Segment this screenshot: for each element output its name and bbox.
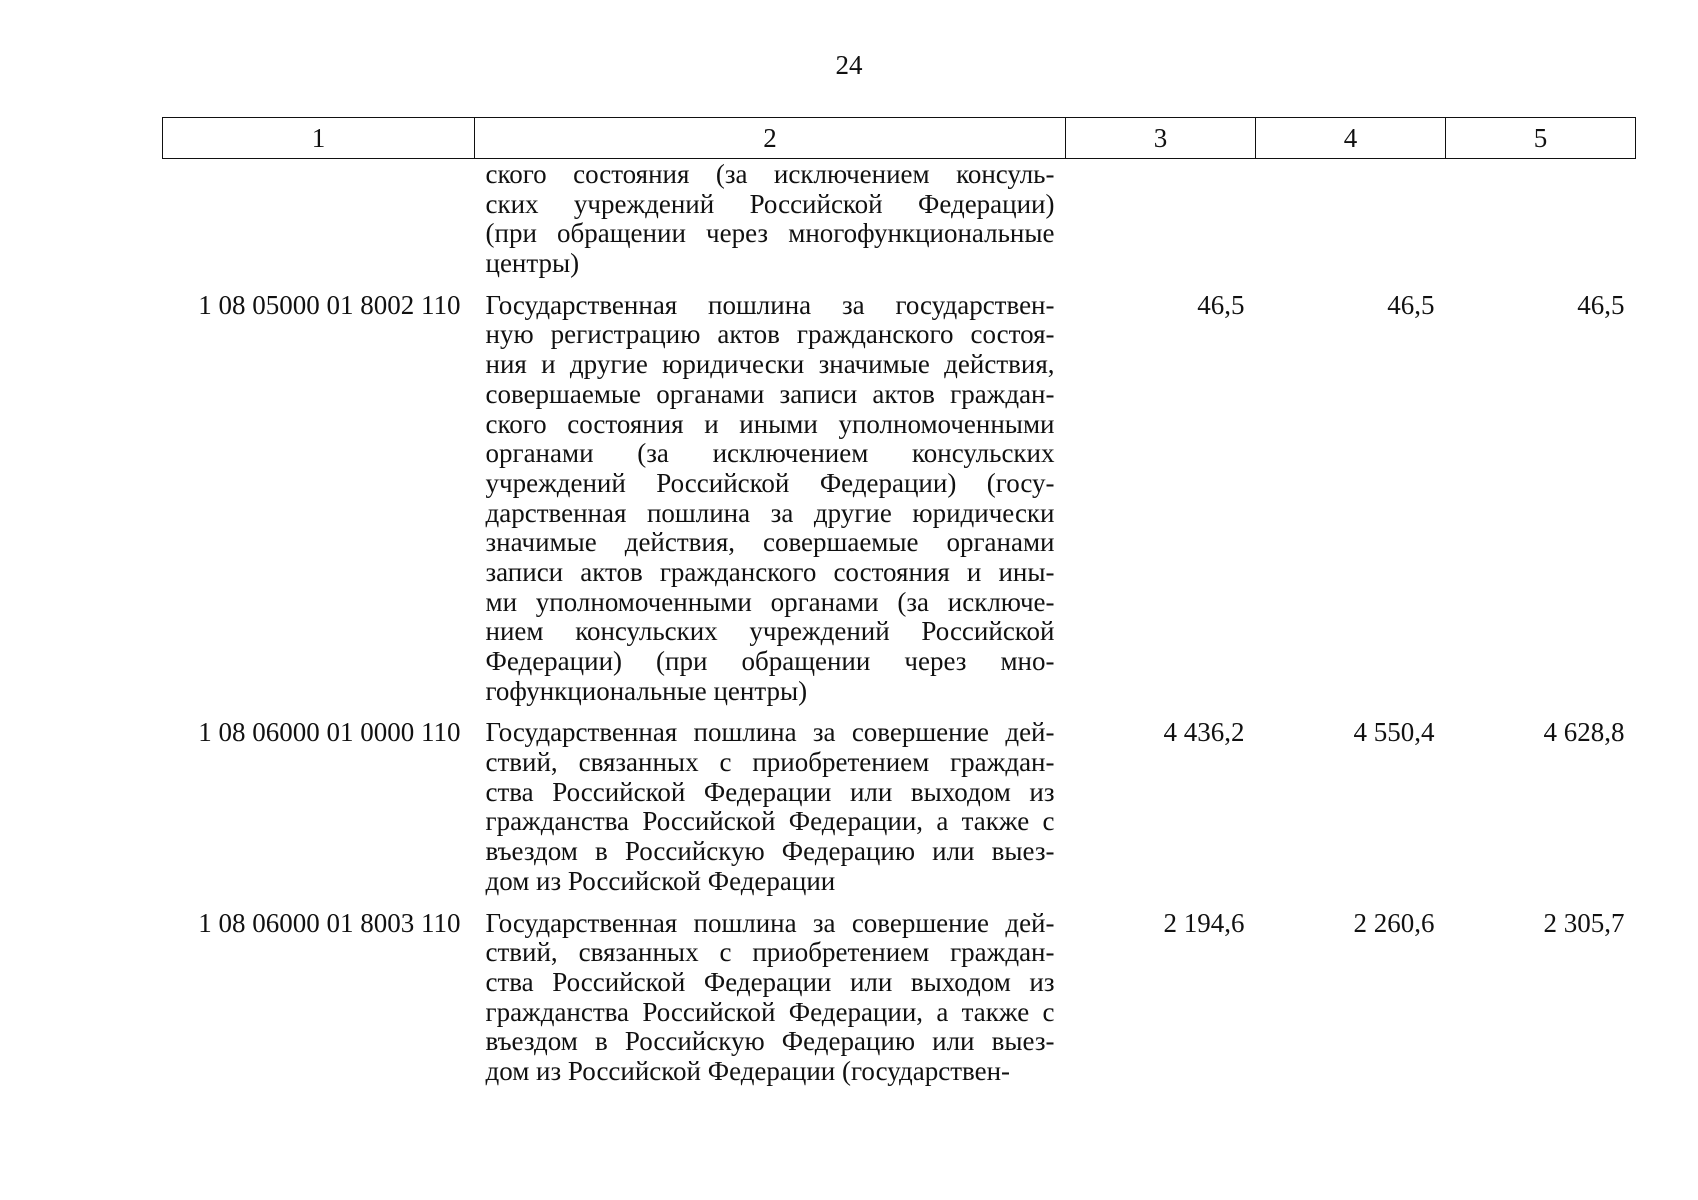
description-line: дарственная пошлина за другие юридически — [485, 497, 1055, 528]
description-line: ского состояния (за исключением консуль- — [485, 159, 1055, 189]
description-line: ства Российской Федерации или выходом из — [485, 776, 1055, 807]
description-line: ского состояния и иными уполномоченными — [485, 408, 1055, 439]
table-row — [163, 159, 1636, 279]
description-line: ствий, связанных с приобретением граждан- — [485, 747, 1055, 778]
description-line: записи актов гражданского состояния и ины- — [485, 556, 1055, 587]
description-line: (при обращении через многофункциональные — [485, 218, 1055, 249]
description-line: въездом в Российскую Федерацию или выез- — [485, 836, 1055, 867]
description-line: Государственная пошлина за государствен- — [485, 289, 1055, 320]
table-row — [163, 897, 1636, 1087]
table-header-row — [163, 118, 1636, 159]
description-line: гофункциональные центры) — [485, 675, 808, 706]
amount-cell-col4: 46,5 — [1387, 289, 1435, 320]
description-line: Государственная пошлина за совершение дей- — [485, 907, 1055, 938]
header-col-4: 4 — [1256, 118, 1446, 159]
description-line: ствий, связанных с приобретением граждан- — [485, 937, 1055, 968]
amount-cell-col3: 2 194,6 — [1163, 907, 1245, 938]
amount-cell-col5 — [1446, 159, 1636, 279]
description-line: ми уполномоченными органами (за исключе- — [485, 586, 1055, 617]
description-line: гражданства Российской Федерации, а также с — [485, 996, 1055, 1027]
header-col-3: 3 — [1066, 118, 1256, 159]
description-line: гражданства Российской Федерации, а также с — [485, 806, 1055, 837]
page-number: 24 — [835, 50, 863, 80]
amount-cell-col5: 4 628,8 — [1543, 717, 1625, 748]
header-col-1: 1 — [163, 118, 475, 159]
description-cell — [475, 706, 1066, 896]
table-row — [163, 706, 1636, 896]
amount-cell-col4: 4 550,4 — [1353, 717, 1435, 748]
amount-cell-col4: 2 260,6 — [1353, 907, 1435, 938]
header-col-2: 2 — [475, 118, 1066, 159]
amount-cell-col5: 46,5 — [1577, 289, 1625, 320]
amount-cell-col3: 46,5 — [1197, 289, 1245, 320]
description-line: дом из Российской Федерации — [485, 865, 836, 896]
budget-code-cell — [163, 159, 475, 279]
description-line: ских учреждений Российской Федерации) — [485, 188, 1055, 219]
description-line: совершаемые органами записи актов граждан- — [485, 378, 1055, 409]
description-line: учреждений Российской Федерации) (госу- — [485, 467, 1055, 498]
description-line: Федерации) (при обращении через мно- — [485, 646, 1055, 676]
budget-code-cell: 1 08 06000 01 8003 110 — [198, 907, 461, 938]
description-line: ную регистрацию актов гражданского состоя- — [485, 319, 1055, 350]
description-line: дом из Российской Федерации (государствен- — [485, 1055, 1011, 1086]
amount-cell-col4 — [1256, 159, 1446, 279]
header-col-5: 5 — [1446, 118, 1636, 159]
table-row — [163, 279, 1636, 707]
amount-cell-col3 — [1066, 159, 1256, 279]
description-cell — [475, 279, 1066, 707]
revenue-table — [162, 117, 1636, 1087]
description-line: нием консульских учреждений Российской — [485, 616, 1055, 647]
description-cell — [475, 159, 1066, 279]
description-line: органами (за исключением консульских — [485, 438, 1055, 469]
description-line: Государственная пошлина за совершение дей- — [485, 717, 1055, 748]
description-line: значимые действия, совершаемые органами — [485, 527, 1055, 558]
description-line: центры) — [485, 248, 580, 279]
budget-code-cell: 1 08 05000 01 8002 110 — [198, 289, 461, 320]
description-line: ния и другие юридически значимые действия, — [485, 349, 1055, 380]
description-line: ства Российской Федерации или выходом из — [485, 966, 1055, 997]
budget-code-cell: 1 08 06000 01 0000 110 — [198, 717, 461, 748]
description-line: въездом в Российскую Федерацию или выез- — [485, 1026, 1055, 1057]
amount-cell-col5: 2 305,7 — [1543, 907, 1625, 938]
amount-cell-col3: 4 436,2 — [1163, 717, 1245, 748]
description-cell — [475, 897, 1066, 1087]
table-body — [163, 159, 1636, 1087]
